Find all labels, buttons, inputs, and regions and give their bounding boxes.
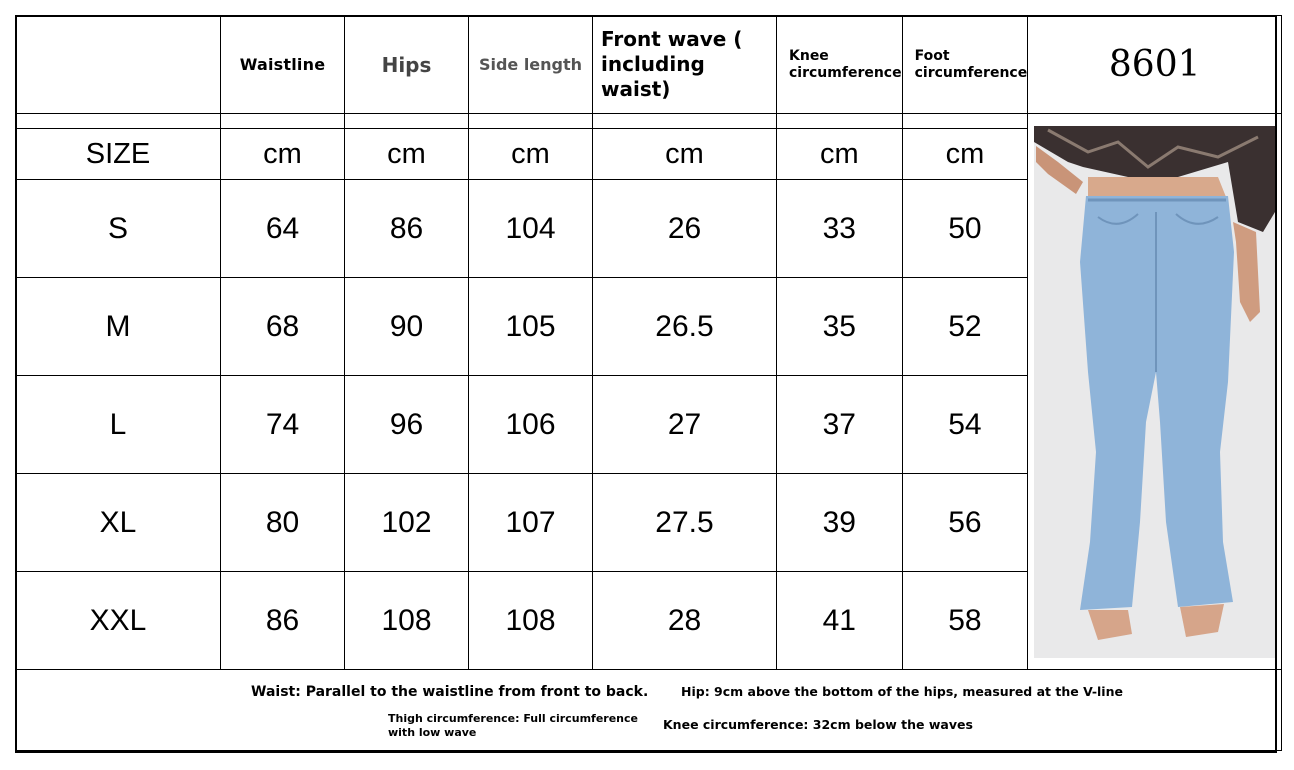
value-cell: 108 xyxy=(469,572,593,670)
note-hip: Hip: 9cm above the bottom of the hips, measured at the V-line xyxy=(681,684,1123,699)
header-side-length: Side length xyxy=(469,16,593,114)
value-cell: 86 xyxy=(221,572,345,670)
header-knee-line2: circumference xyxy=(789,64,902,81)
product-code: 8601 xyxy=(1028,16,1282,114)
value-cell: 80 xyxy=(221,474,345,572)
value-cell: 104 xyxy=(469,180,593,278)
value-cell: 96 xyxy=(345,376,469,474)
size-cell: L xyxy=(16,376,221,474)
note-waist: Waist: Parallel to the waistline from front to back. xyxy=(251,684,649,700)
size-cell: S xyxy=(16,180,221,278)
unit-cell: cm xyxy=(469,129,593,180)
header-front-wave-line1: Front wave ( xyxy=(601,27,743,51)
value-cell: 58 xyxy=(902,572,1028,670)
size-cell: M xyxy=(16,278,221,376)
size-cell: XXL xyxy=(16,572,221,670)
value-cell: 105 xyxy=(469,278,593,376)
note-knee: Knee circumference: 32cm below the waves xyxy=(663,717,973,732)
value-cell: 33 xyxy=(777,180,903,278)
header-front-wave-line2: including waist) xyxy=(601,52,705,101)
size-label: SIZE xyxy=(16,129,221,180)
header-waistline: Waistline xyxy=(221,16,345,114)
value-cell: 106 xyxy=(469,376,593,474)
value-cell: 68 xyxy=(221,278,345,376)
header-hips: Hips xyxy=(345,16,469,114)
unit-cell: cm xyxy=(777,129,903,180)
value-cell: 27.5 xyxy=(593,474,777,572)
header-foot-line2: circumference xyxy=(914,64,1028,81)
unit-cell: cm xyxy=(221,129,345,180)
value-cell: 56 xyxy=(902,474,1028,572)
value-cell: 102 xyxy=(345,474,469,572)
value-cell: 37 xyxy=(777,376,903,474)
unit-cell: cm xyxy=(902,129,1028,180)
value-cell: 54 xyxy=(902,376,1028,474)
unit-cell: cm xyxy=(593,129,777,180)
header-foot-line1: Foot xyxy=(914,47,950,64)
value-cell: 90 xyxy=(345,278,469,376)
value-cell: 74 xyxy=(221,376,345,474)
value-cell: 26.5 xyxy=(593,278,777,376)
value-cell: 86 xyxy=(345,180,469,278)
size-cell: XL xyxy=(16,474,221,572)
header-knee-line1: Knee xyxy=(789,47,829,64)
value-cell: 107 xyxy=(469,474,593,572)
outer-frame xyxy=(15,15,1277,753)
value-cell: 28 xyxy=(593,572,777,670)
value-cell: 27 xyxy=(593,376,777,474)
value-cell: 52 xyxy=(902,278,1028,376)
unit-cell: cm xyxy=(345,129,469,180)
value-cell: 26 xyxy=(593,180,777,278)
value-cell: 41 xyxy=(777,572,903,670)
value-cell: 50 xyxy=(902,180,1028,278)
value-cell: 35 xyxy=(777,278,903,376)
note-thigh: Thigh circumference: Full circumference with low wave xyxy=(388,712,638,739)
value-cell: 39 xyxy=(777,474,903,572)
value-cell: 108 xyxy=(345,572,469,670)
value-cell: 64 xyxy=(221,180,345,278)
